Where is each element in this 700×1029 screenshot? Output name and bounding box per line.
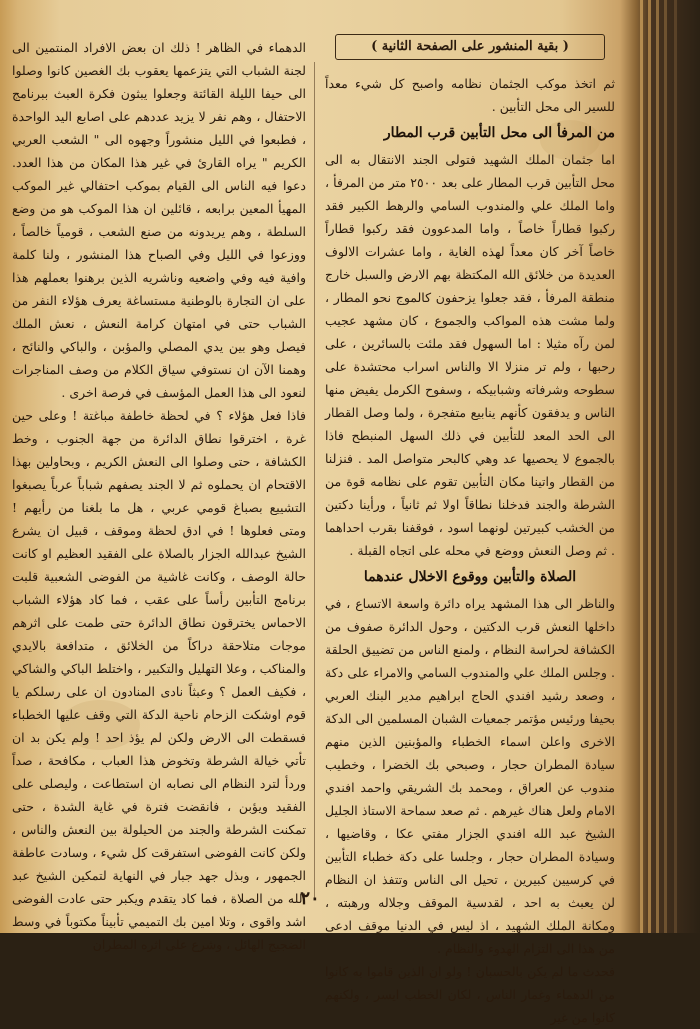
right-column (325, 72, 615, 1029)
section-heading: الصلاة والتأبين ووقوع الاخلال عندهما (363, 569, 577, 585)
article-paragraph: اما جثمان الملك الشهيد فتولى الجند الانتقال به الى محل التأبين قرب المطار على بعد ٢٥٠٠ متر من المرفأ ، واما الملك علي والمندوب السامي والرهط الكبير فقد ركبوا قطاراً خاصاً ، واما المدعوون فقد ركبوا قطاراً خاصاً آخر كان معداً لهذه الغاية ، واما عشرات الالوف العديدة من خلائق الله المكتظة بهم الارض والسبل خارج منطقة المرفأ ، فقد جعلوا يزحفون كالموج نحو المطار ، ولما مشت هذه المواكب والجموع ، كان مشهد عجيب لمن رآه مثيلا : اما السهول فقد ملئت بالسائرين ، على رحبها ، ولم تر منزلا الا والناس اسراب محتشدة على سطوحه وشرفاته وشبابيكه ، وسفوح الكرمل يفيض منها الناس و يدفقون كأنهم ينابيع متفجرة ، ولما وصل القطار الى الحد المعد للتأبين في ذلك السهل المنبطح فاذا بالجموع لا يحصيها عد وهي كالبحر متواصل المد . فنزلنا من القطار واتينا مكان التأبين تقوم على نظامه قوة من الشرطة والجند فدخلنا نطاقاً اولا ثم ثانياً ، ورأينا دكتين من الخشب كبيرتين لونهما اسود ، فوقفنا بقرب احداهما . ثم وصل النعش ووضع في محله على اتجاه القبلة . (325, 152, 615, 558)
page-edge (640, 0, 643, 933)
continued-from-label: ( بقية المنشور على الصفحة الثانية ) (335, 34, 605, 60)
column-divider (314, 62, 315, 900)
article-paragraph: الدهماء في الظاهر ! ذلك ان بعض الافراد المنتمين الى لجنة الشباب التي يتزعمها يعقوب بك الغصين كانوا وصلوا الى حيفا الليلة القائتة وجعلوا يبثون فكرة العبث ببرنامج الاحتفال ، وهم نفر لا يزيد عددهم على اصابع اليد الواحدة ، فطبعوا في الليل منشوراً وجهوه الى " الشعب العربي الكريم " يراه القارئ في غير هذا المكان من هذا العدد. دعوا فيه الناس الى القيام بموكب احتفالي غير الموكب المهيأ المعين برابعه ، قائلين ان هذا الموكب هو من وضع السلطة ، وهم يريدونه من صنع الشعب ، قومياً خالصاً ، ووزعوا في الليل وفي الصباح هذا المنشور ، ولنا كلمة وافية فيه وفي واضعيه وناشريه الذين برهنوا بعملهم هذا على ان التجارة بالوطنية مستساغة يعرف هؤلاء النفر من الشباب حتى في امتهان كرامة النعش ، نعش الملك فيصل وهو بين يدي المصلي والمؤبن ، والباكي والنائح ، وهمنا الآن ان نستوفي سياق الكلام من وصف المناجرات لنعود الى هذا العمل المؤسف في فرصة اخرى . (12, 40, 306, 400)
page-edge (656, 0, 659, 933)
page-edge (674, 0, 677, 933)
article-paragraph: فاذا فعل هؤلاء ؟ في لحظة خاطفة مباغتة ! وعلى حين غرة ، اخترقوا نطاق الدائرة من جهة الجنوب ، وخط الكشافة ، حتى وصلوا الى النعش الكريم ، وبحاولين بهذا الاقتحام ان يحملوه ثم لا الجند يصفهم شباباً عرباً يصبغوا التشييع بصباغ قومي عربي ، هل ما بلغنا من رأيهم ! ومتى فعلوها ! في ادق لحظة وموقف ، قبيل ان يشرع الشيخ عبدالله الجزار بالصلاة على الفقيد العظيم او كانت حالة الوصف ، وكانت غاشية من الفوضى الشعبية قلبت برنامج التأبين رأساً على عقب ، فما كاد هؤلاء الشباب الاحماس يخترقون نطاق الدائرة حتى طمت على اثرهم موجات متلاحقة دراكاً من الخلائق ، متدافعة بالايدي والمناكب ، وعلا التهليل والتكبير ، واختلط الباكي والشاكي ، فكيف العمل ؟ وعبثاً نادى المنادون ان على رسلكم يا قوم اوشكت الزحام ناحية الدكة التي وقف عليها الخطباء فسقطت الى الارض ولكن لم يؤذ احد ! ولم يكن بد ان تأتي خيالة الشرطة وتخوض هذا العباب ، مكافحة ، صداً وردأ لترد النظام الى نصابه ان استطاعت ، وليصلى على الفقيد ويؤبن ، فانقضت فترة في غاية الشدة ، حتى تمكنت الشرطة والجند من الحيلولة بين النعش والناس ، ولكن كانت الفوضى استفرقت كل شيء ، وسادت عاطفة الجمهور ، وبذل جهد جبار في النهاية لتمكين الشيخ عبد الله من الصلاة ، فما كاد يتقدم ويكبر حتى عادت الفوضى اشد واقوى ، وتلا امين بك التميمي تأبيناً مكتوباً في وسط الضجيج الهائل ، وشرع على اثره المطران (12, 408, 306, 952)
section-heading: من المرفأ الى محل التأبين قرب المطار (383, 125, 615, 141)
page-number: ٢٠ (300, 888, 320, 909)
left-column (12, 36, 306, 956)
article-paragraph: والناظر الى هذا المشهد يراه دائرة واسعة الاتساع ، في داخلها النعش قرب الدكتين ، وحول الدائرة صفوف من الكشافة لحراسة النظام ، ولمنع الناس من تضييق الحلقة . وجلس الملك علي والمندوب السامي والامراء على دكة ، وصعد رشيد افندي الحاج ابراهيم مدير البنك العربي بحيفا ورئيس مؤتمر جمعيات الشبان المسلمين الى الدكة الاخرى واعلن اسماء الخطباء والمؤبنين الذين منهم سيادة المطران حجار ، وصبحي بك الخضرا ، وخطيب مندوب عن العراق ، ومحمد بك الشريقي واحمد افندي الامام ولعل هناك غيرهم . ثم صعد سماحة الاستاذ الجليل الشيخ عبد الله افندي الجزار مفتي عكا ، وقاضيها ، وسيادة المطران حجار ، وجلسا على دكة خطباء التأبين في كرسيين كبيرين ، تحيل الى الناس وتتفذ ان النظام لن يعبث به احد ، لقدسية الموقف وجلاله ورهبته ، ومكانة الملك الشهيد ، اذ ليس في الدنيا موقف ادعى من هذا الى التزام الهدوء والنظام . (325, 596, 615, 956)
page-edge (664, 0, 667, 933)
article-paragraph: فحدث ما لم يكن بالحسبان ! ولو ان الذين قاموا به كانوا من الدهماء وغمار الناس ، لكان الخطب ايسر ، ولكنهم كانوا من غير (325, 964, 615, 1025)
page-edge (648, 0, 651, 933)
intro-paragraph: ثم اتخذ موكب الجثمان نظامه واصبح كل شيء معداً للسير الى محل التأبين . (325, 76, 615, 114)
